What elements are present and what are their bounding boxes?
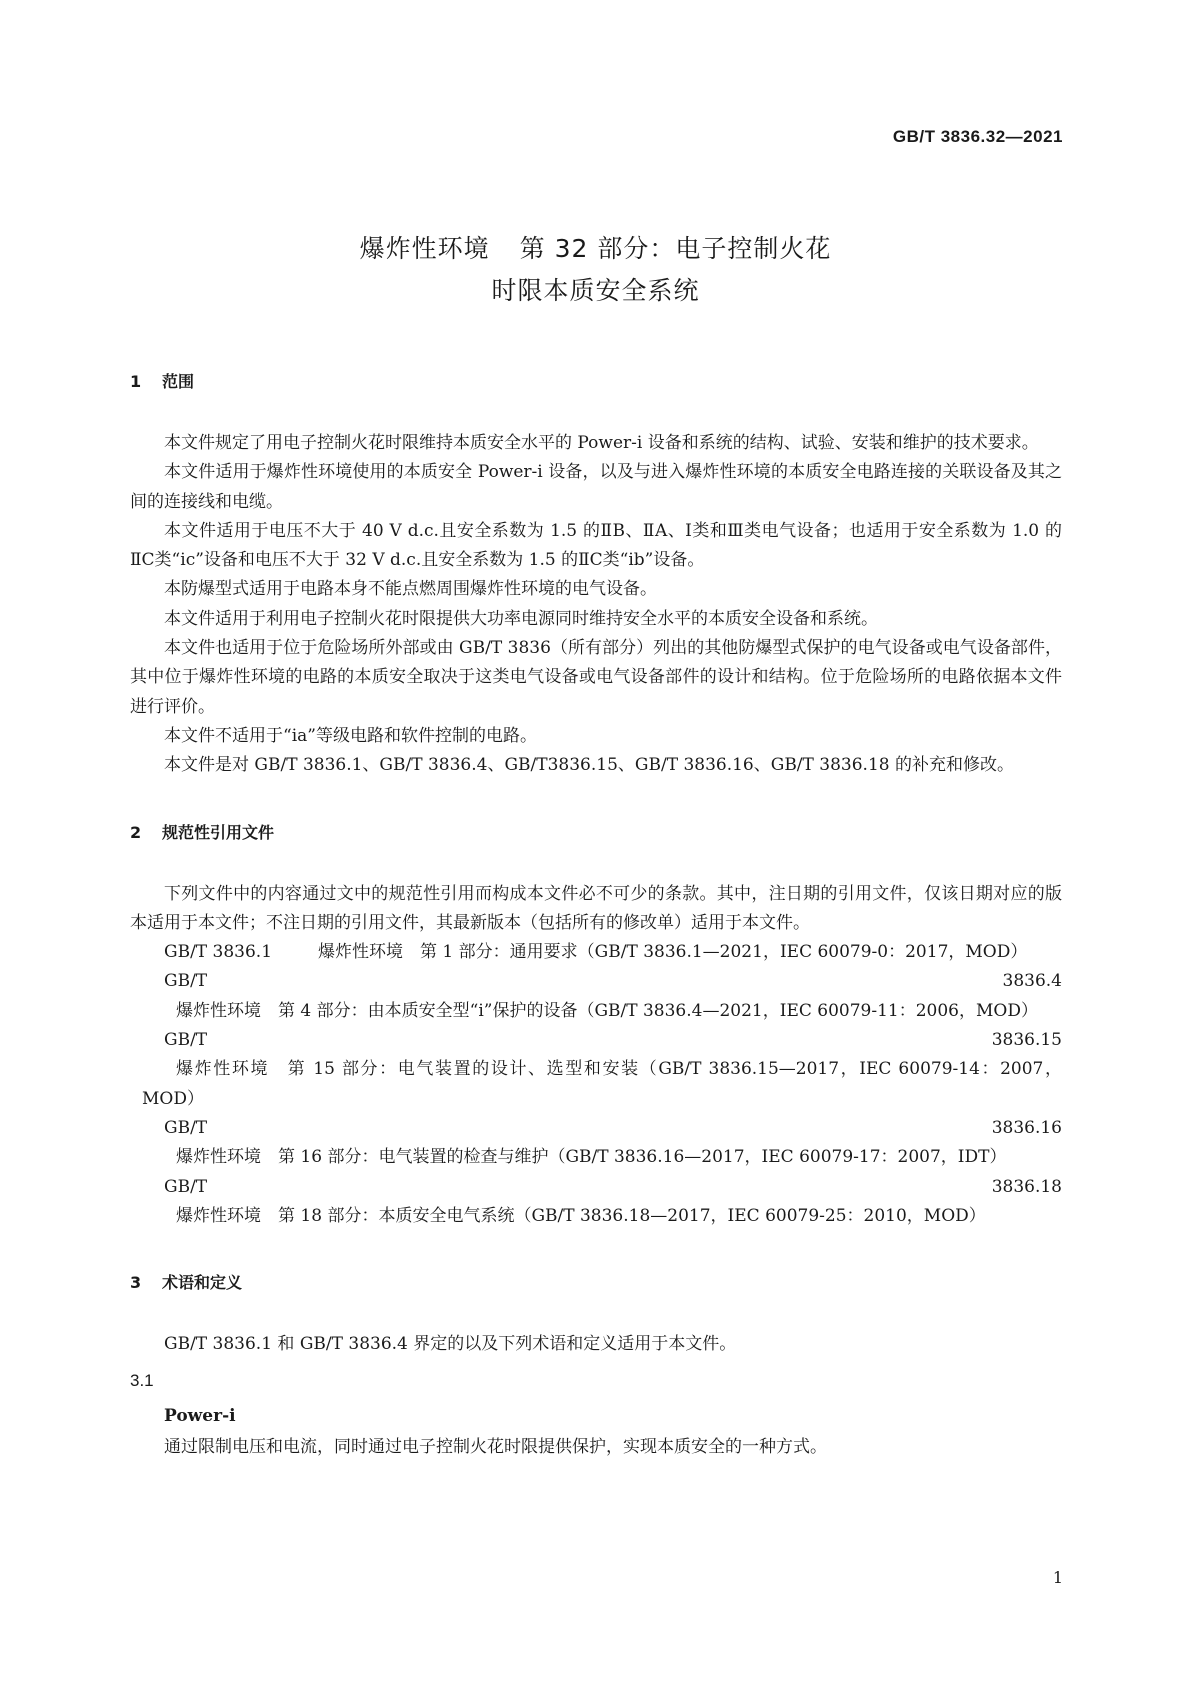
section-3-number: 3 xyxy=(130,1273,142,1293)
references-intro: 下列文件中的内容通过文中的规范性引用而构成本文件必不可少的条款。其中，注日期的引用文件，仅该日期对应的版本适用于本文件；不注日期的引用文件，其最新版本（包括所有的修改单）适用于本文件。 xyxy=(130,883,1062,933)
document-title xyxy=(0,228,1191,312)
term-definition: 通过限制电压和电流，同时通过电子控制火花时限提供保护，实现本质安全的一种方式。 xyxy=(164,1437,827,1458)
title-line-2: 时限本质安全系统 xyxy=(491,276,700,305)
page-number: 1 xyxy=(1052,1568,1063,1587)
terms-intro: GB/T 3836.1 和 GB/T 3836.4 界定的以及下列术语和定义适用于本文件。 xyxy=(164,1334,737,1355)
section-2-body xyxy=(130,847,1062,1232)
scope-paragraph: 本防爆型式适用于电路本身不能点燃周围爆炸性环境的电气设备。 xyxy=(164,579,657,600)
scope-paragraph: 本文件适用于利用电子控制火花时限提供大功率电源同时维持安全水平的本质安全设备和系统。 xyxy=(164,608,878,629)
section-2-title: 规范性引用文件 xyxy=(162,822,275,842)
reference-code: GB/T 3836.15 xyxy=(164,1030,1062,1051)
reference-entry xyxy=(130,1026,1062,1114)
reference-entry xyxy=(130,938,1062,967)
reference-code: GB/T 3836.1 xyxy=(164,942,273,963)
section-1-body xyxy=(130,396,1062,781)
scope-paragraph: 本文件规定了用电子控制火花时限维持本质安全水平的 Power-i 设备和系统的结构、试验、安装和维护的技术要求。 xyxy=(164,433,1039,453)
reference-code: GB/T 3836.4 xyxy=(164,971,1062,992)
section-2-heading xyxy=(130,819,1062,847)
section-3-title: 术语和定义 xyxy=(162,1273,243,1293)
scope-paragraph: 本文件适用于电压不大于 40 V d.c.且安全系数为 1.5 的ⅡB、ⅡA、Ⅰ类和Ⅲ类电气设备；也适用于安全系数为 1.0 的ⅡC类“ic”设备和电压不大于 32 V d.c.且安全系数为 1.5 的ⅡC类“ib”设备。 xyxy=(130,520,1062,571)
reference-entry xyxy=(130,967,1062,1026)
section-1-title: 范围 xyxy=(162,372,195,391)
reference-title: 爆炸性环境 第 16 部分：电气装置的检查与维护（GB/T 3836.16—2017，IEC 60079-17：2007，IDT） xyxy=(176,1147,1007,1168)
document-body xyxy=(130,368,1062,1462)
scope-paragraph: 本文件不适用于“ia”等级电路和软件控制的电路。 xyxy=(164,725,537,746)
reference-title: 爆炸性环境 第 18 部分：本质安全电气系统（GB/T 3836.18—2017，IEC 60079-25：2010，MOD） xyxy=(176,1205,986,1226)
reference-code: GB/T 3836.16 xyxy=(164,1117,1062,1138)
section-1-heading xyxy=(130,368,1062,396)
title-part-b: 第 32 部分：电子控制火花 xyxy=(519,234,832,263)
reference-code: GB/T 3836.18 xyxy=(164,1176,1062,1197)
reference-entry xyxy=(130,1173,1062,1232)
scope-paragraph: 本文件适用于爆炸性环境使用的本质安全 Power-i 设备，以及与进入爆炸性环境的本质安全电路连接的关联设备及其之间的连接线和电缆。 xyxy=(130,462,1062,512)
reference-title: 爆炸性环境 第 1 部分：通用要求（GB/T 3836.1—2021，IEC 60079-0：2017，MOD） xyxy=(318,942,1028,963)
section-3-heading xyxy=(130,1269,1062,1297)
reference-title: 爆炸性环境 第 15 部分：电气装置的设计、选型和安装（GB/T 3836.15—2017，IEC 60079-14：2007，MOD） xyxy=(142,1059,1062,1109)
scope-paragraph: 本文件也适用于位于危险场所外部或由 GB/T 3836（所有部分）列出的其他防爆型式保护的电气设备或电气设备部件，其中位于爆炸性环境的电路的本质安全取决于这类电气设备或电气设备部件的设计和结构。位于危险场所的电路依据本文件进行评价。 xyxy=(130,638,1062,717)
title-line-1 xyxy=(0,228,1191,270)
section-2-number: 2 xyxy=(130,822,142,842)
scope-paragraph: 本文件是对 GB/T 3836.1、GB/T 3836.4、GB/T3836.15、GB/T 3836.16、GB/T 3836.18 的补充和修改。 xyxy=(164,755,1014,776)
title-part-a: 爆炸性环境 xyxy=(359,234,490,263)
term-name: Power-i xyxy=(164,1406,236,1427)
reference-entry xyxy=(130,1114,1062,1173)
standard-code: GB/T 3836.32—2021 xyxy=(892,127,1063,146)
section-3-body xyxy=(130,1297,1062,1462)
section-1-number: 1 xyxy=(130,372,142,391)
term-number: 3.1 xyxy=(130,1371,154,1391)
reference-title: 爆炸性环境 第 4 部分：由本质安全型“i”保护的设备（GB/T 3836.4—2021，IEC 60079-11：2006，MOD） xyxy=(176,1000,1038,1021)
